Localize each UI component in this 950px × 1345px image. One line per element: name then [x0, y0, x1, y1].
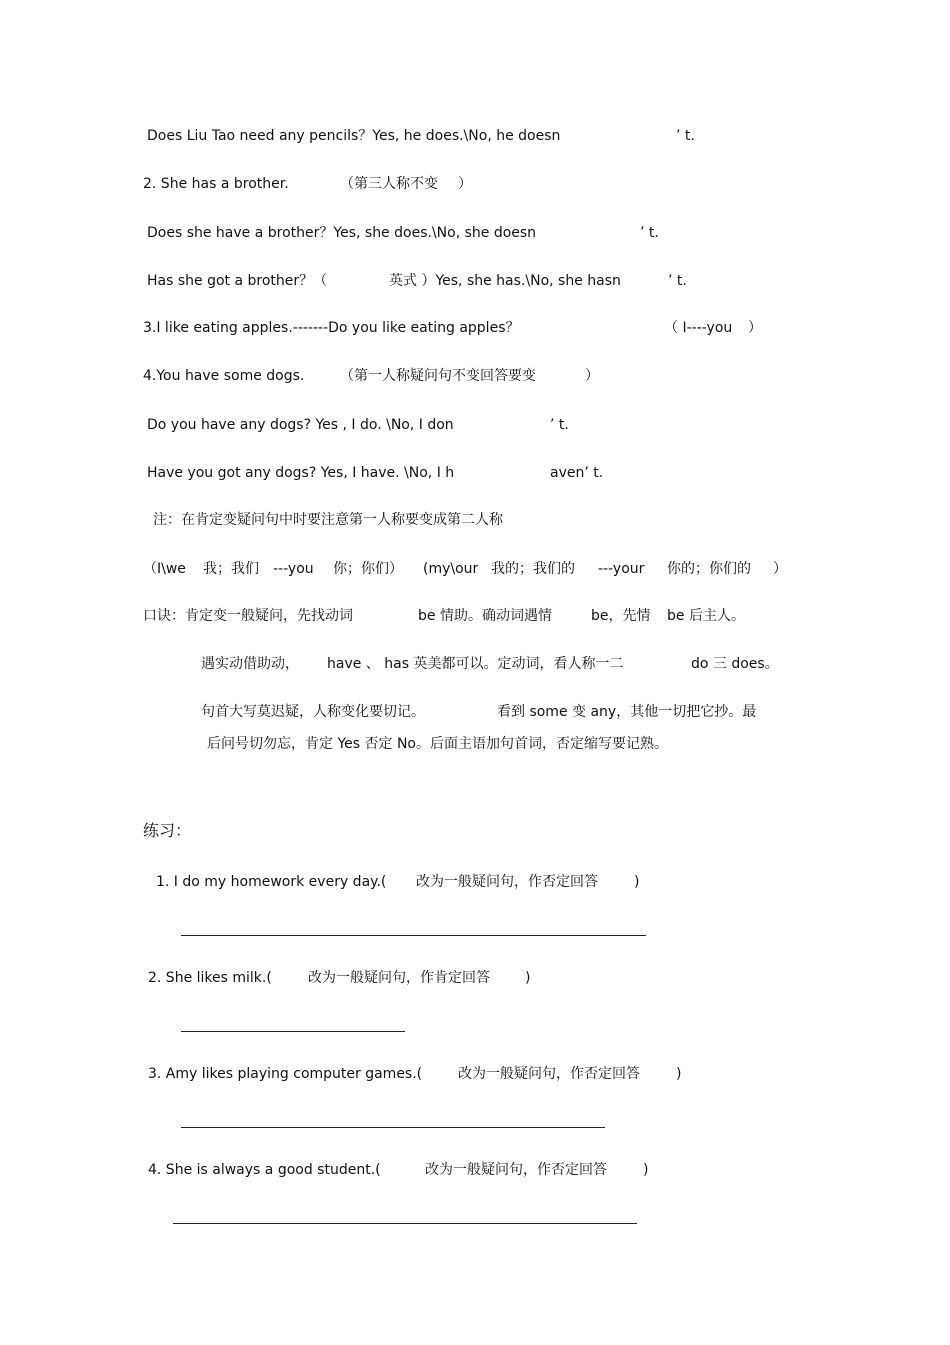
- exercise-4-text: 4. She is always a good student.(: [148, 1162, 381, 1178]
- exercise-2-instruction: 改为一般疑问句，作肯定回答: [308, 970, 490, 986]
- pronoun-5: (my\our: [423, 561, 479, 577]
- rhyme-line-2c: do 三 does。: [691, 656, 779, 672]
- rhyme-line-1b: be 情助。确动词遇情: [418, 608, 552, 624]
- rhyme-line-4: 后问号切勿忘，肯定 Yes 否定 No。后面主语加句首词，否定缩写要记熟。: [207, 736, 668, 752]
- example-line-5: Have you got any dogs? Yes, I have. \No, I h: [147, 465, 455, 481]
- example-line-3-mid: 英式 ）Yes, she has.\No, she hasn: [389, 273, 621, 289]
- exercise-4-close: ): [643, 1162, 649, 1178]
- example-line-1: Does Liu Tao need any pencils？Yes, he does.\No, he doesn: [147, 128, 561, 144]
- pronoun-4: 你；你们）: [333, 561, 403, 577]
- example-line-2-tail: ’ t.: [640, 225, 659, 241]
- exercise-2-close: ): [525, 970, 531, 986]
- rhyme-line-1c: be，先情: [591, 608, 651, 624]
- example-line-4-tail: ’ t.: [550, 417, 569, 433]
- rule-2-note: （第三人称不变: [340, 176, 438, 192]
- example-line-5-tail: aven’ t.: [550, 465, 604, 481]
- rule-4-close: ）: [585, 368, 599, 384]
- exercise-3-answer-line[interactable]: [181, 1127, 605, 1128]
- rhyme-line-3a: 句首大写莫迟疑，人称变化要切记。: [201, 704, 425, 720]
- example-line-3-tail: ’ t.: [668, 273, 687, 289]
- example-line-4: Do you have any dogs? Yes , I do. \No, I don: [147, 417, 454, 433]
- example-line-2: Does she have a brother？Yes, she does.\No, she doesn: [147, 225, 537, 241]
- exercise-3-text: 3. Amy likes playing computer games.(: [148, 1066, 423, 1082]
- rhyme-line-2a: 遇实动借助动，: [201, 656, 299, 672]
- exercise-2-text: 2. She likes milk.(: [148, 970, 272, 986]
- pronoun-9: ）: [773, 561, 787, 577]
- pronoun-2: 我；我们: [203, 561, 259, 577]
- rule-4-heading: 4.You have some dogs.: [143, 368, 305, 384]
- exercise-3-close: ): [676, 1066, 682, 1082]
- example-line-3: Has she got a brother？（: [147, 273, 328, 289]
- rhyme-line-2b: have 、 has 英美都可以。定动词，看人称一二: [327, 656, 624, 672]
- example-line-1-tail: ’ t.: [676, 128, 695, 144]
- rhyme-line-3b: 看到 some 变 any，其他一切把它抄。最: [497, 704, 757, 720]
- exercise-4-answer-line[interactable]: [173, 1223, 637, 1224]
- rule-3-heading: 3.I like eating apples.-------Do you like eating apples？: [143, 320, 520, 336]
- rule-2-heading: 2. She has a brother.: [143, 176, 289, 192]
- pronoun-3: ---you: [273, 561, 314, 577]
- practice-title: 练习：: [143, 821, 192, 840]
- exercise-2-answer-line[interactable]: [181, 1031, 405, 1032]
- pronoun-6: 我的；我们的: [491, 561, 575, 577]
- rule-2-close: ）: [458, 176, 472, 192]
- exercise-1-close: ): [634, 874, 640, 890]
- exercise-4-instruction: 改为一般疑问句，作否定回答: [425, 1162, 607, 1178]
- pronoun-1: （I\we: [143, 561, 186, 577]
- rhyme-line-1d: be 后主人。: [667, 608, 745, 624]
- note-text: 注：在肯定变疑问句中时要注意第一人称要变成第二人称: [153, 512, 503, 528]
- pronoun-7: ---your: [598, 561, 645, 577]
- exercise-1-instruction: 改为一般疑问句，作否定回答: [416, 874, 598, 890]
- exercise-1-text: 1. I do my homework every day.(: [156, 874, 387, 890]
- exercise-3-instruction: 改为一般疑问句，作否定回答: [458, 1066, 640, 1082]
- rule-3-note: （ I----you: [664, 320, 733, 336]
- rule-3-close: ）: [748, 320, 762, 336]
- exercise-1-answer-line[interactable]: [181, 935, 646, 936]
- rule-4-note: （第一人称疑问句不变回答要变: [340, 368, 536, 384]
- pronoun-8: 你的；你们的: [667, 561, 751, 577]
- rhyme-line-1a: 口诀：肯定变一般疑问，先找动词: [143, 608, 353, 624]
